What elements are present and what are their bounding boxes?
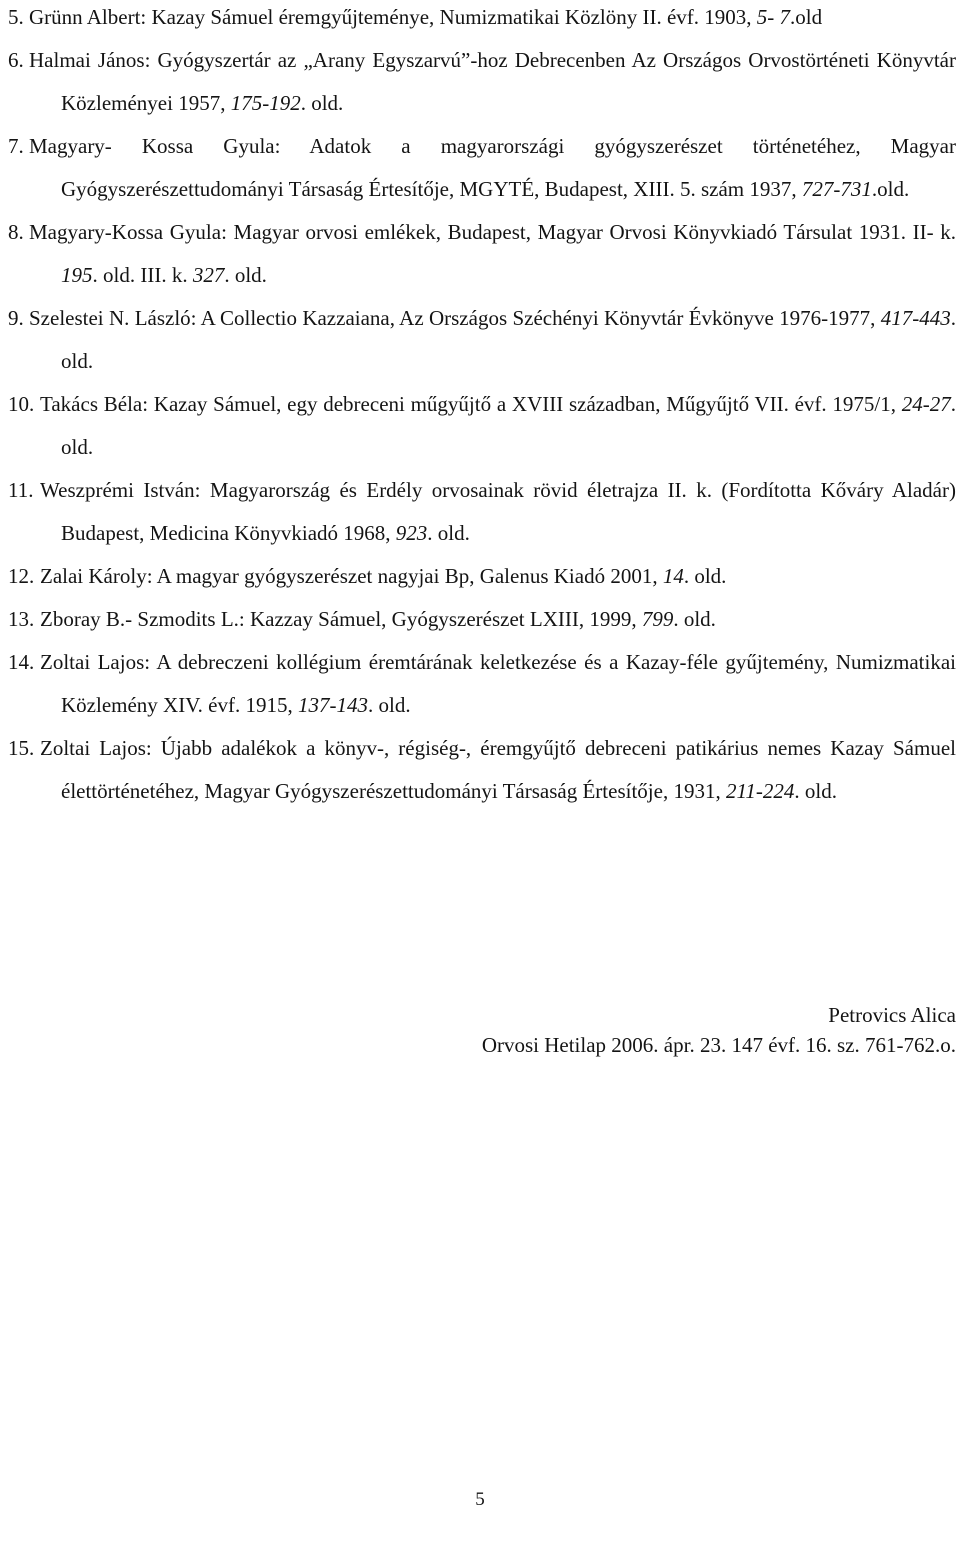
reference-text: Weszprémi István: Magyarország és Erdély orvosainak rövid életrajza II. k. (Fordította Kőváry Aladár) Budapest, Medicina Könyvkiadó 1968,: [40, 478, 956, 545]
reference-pages: 727-731: [801, 177, 872, 201]
reference-text: Zalai Károly: A magyar gyógyszerészet nagyjai Bp, Galenus Kiadó 2001,: [40, 564, 663, 588]
reference-number: 9.: [8, 306, 24, 330]
reference-text: Zboray B.- Szmodits L.: Kazzay Sámuel, Gyógyszerészet LXIII, 1999,: [40, 607, 642, 631]
reference-pages: 137-143: [297, 693, 368, 717]
reference-number: 14.: [8, 650, 35, 674]
reference-item: [8, 641, 956, 727]
reference-text: .old: [790, 5, 823, 29]
signature-block: [482, 1000, 956, 1060]
reference-text: . old.: [673, 607, 716, 631]
reference-text: . old.: [427, 521, 470, 545]
reference-text: . old.: [794, 779, 837, 803]
reference-number: 7.: [8, 134, 24, 158]
reference-pages: 7: [779, 5, 791, 29]
reference-item: [8, 383, 956, 469]
reference-text: Zoltai Lajos: Újabb adalékok a könyv-, régiség-, éremgyűjtő debreceni patikárius nemes Kazay Sámuel élettörténetéhez, Magyar Gyógyszerészettudományi Társaság Értesítője, 1931,: [40, 736, 956, 803]
reference-text: .old.: [871, 177, 910, 201]
reference-pages: 211-224: [725, 779, 795, 803]
reference-pages: 799: [641, 607, 674, 631]
reference-text: Takács Béla: Kazay Sámuel, egy debreceni műgyűjtő a XVIII században, Műgyűjtő VII. évf. 1975/1,: [40, 392, 902, 416]
reference-item: [8, 555, 956, 598]
reference-text: . old.: [61, 392, 956, 459]
author-name: Petrovics Alica: [828, 1003, 956, 1027]
reference-pages: 417-443: [880, 306, 951, 330]
reference-number: 5.: [8, 5, 24, 29]
reference-number: 10.: [8, 392, 35, 416]
reference-number: 11.: [8, 478, 34, 502]
reference-text: Zoltai Lajos: A debreczeni kollégium éremtárának keletkezése és a Kazay-féle gyűjtemény, Numizmatikai Közlemény XIV. évf. 1915,: [40, 650, 956, 717]
reference-item: [8, 469, 956, 555]
reference-pages: 14: [662, 564, 684, 588]
reference-pages: 175-192: [230, 91, 301, 115]
reference-pages: 195: [61, 263, 93, 287]
reference-text: Halmai János: Gyógyszertár az „Arany Egyszarvú”-hoz Debrecenben Az Országos Orvostörténeti Könyvtár Közleményei 1957,: [29, 48, 956, 115]
reference-item: [8, 211, 956, 297]
reference-number: 8.: [8, 220, 24, 244]
reference-pages: 24-27: [901, 392, 951, 416]
reference-text: . old.: [61, 306, 956, 373]
reference-pages: 5-: [756, 5, 775, 29]
page-number: 5: [475, 1489, 485, 1510]
reference-text: Szelestei N. László: A Collectio Kazzaiana, Az Országos Széchényi Könyvtár Évkönyve 1976-1977,: [29, 306, 881, 330]
reference-number: 6.: [8, 48, 24, 72]
reference-item: [8, 125, 956, 211]
reference-pages: 923: [395, 521, 428, 545]
reference-text: . old.: [300, 91, 344, 115]
reference-pages: 327: [192, 263, 225, 287]
reference-number: 12.: [8, 564, 35, 588]
reference-item: [8, 727, 956, 813]
reference-number: 15.: [8, 736, 35, 760]
reference-item: [8, 598, 956, 641]
reference-item: [8, 39, 956, 125]
reference-text: Grünn Albert: Kazay Sámuel éremgyűjteménye, Numizmatikai Közlöny II. évf. 1903,: [29, 5, 757, 29]
reference-text: . old.: [224, 263, 267, 287]
source-citation: Orvosi Hetilap 2006. ápr. 23. 147 évf. 16. sz. 761-762.o.: [481, 1033, 956, 1057]
reference-list: [8, 0, 956, 813]
reference-text: . old.: [367, 693, 411, 717]
reference-text: . old.: [683, 564, 727, 588]
reference-item: [8, 0, 956, 39]
reference-item: [8, 297, 956, 383]
reference-number: 13.: [8, 607, 35, 631]
reference-text: . old. III. k.: [92, 263, 193, 287]
reference-text: Magyary-Kossa Gyula: Magyar orvosi emlékek, Budapest, Magyar Orvosi Könyvkiadó Társulat 1931. II- k.: [29, 220, 956, 244]
reference-text: Magyary- Kossa Gyula: Adatok a magyarországi gyógyszerészet történetéhez, Magyar Gyógyszerészettudományi Társaság Értesítője, MGYTÉ, Budapest, XIII. 5. szám 1937,: [29, 134, 956, 201]
